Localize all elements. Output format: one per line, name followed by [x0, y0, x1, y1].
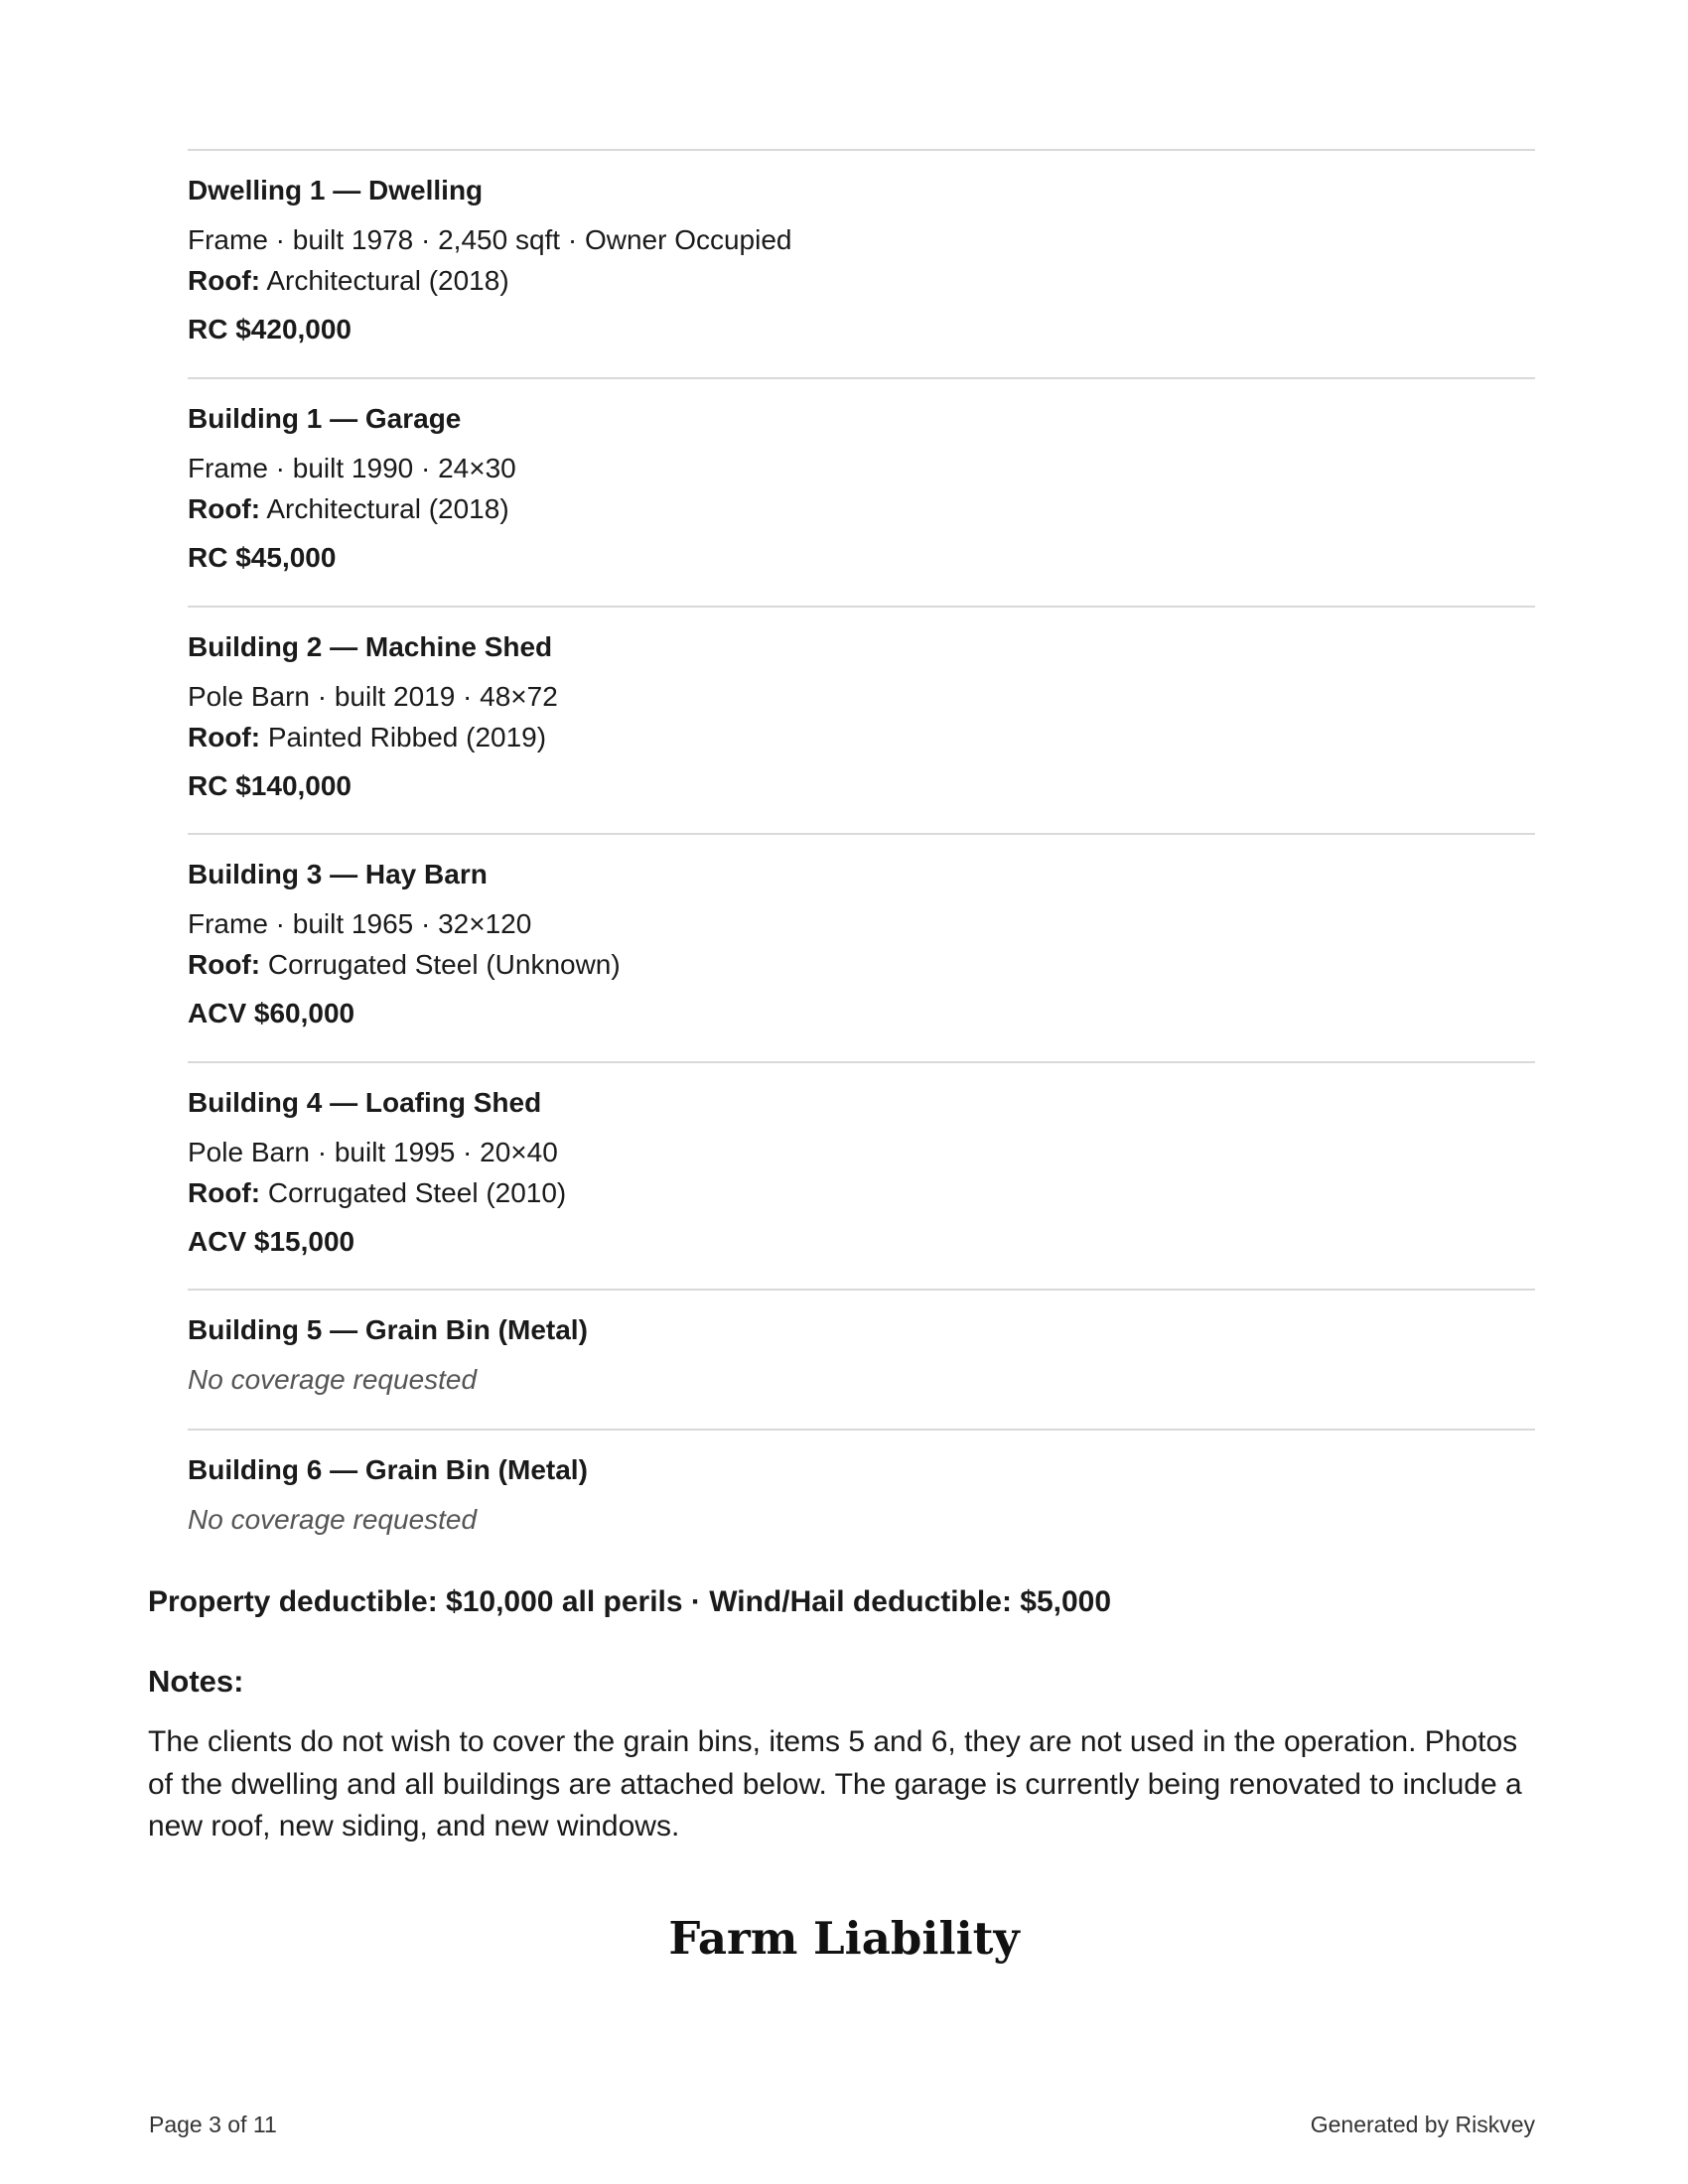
building-value: ACV $60,000: [188, 998, 355, 1028]
building-title: Building 3 — Hay Barn: [188, 859, 488, 889]
building-value: RC $140,000: [188, 770, 352, 801]
roof-value: Corrugated Steel (2010): [267, 1177, 567, 1208]
building-roof: [188, 717, 1535, 758]
building-specs: Frame · built 1978 · 2,450 sqft · Owner Occupied: [188, 224, 792, 255]
building-roof: [188, 1172, 1535, 1214]
generated-by: Generated by Riskvey: [1310, 2112, 1535, 2137]
building-title: Building 6 — Grain Bin (Metal): [188, 1454, 588, 1485]
roof-label: Roof:: [188, 949, 261, 980]
roof-label: Roof:: [188, 722, 261, 752]
building-roof: [188, 260, 1535, 302]
roof-value: Architectural (2018): [266, 493, 509, 524]
building-specs: Frame · built 1990 · 24×30: [188, 453, 516, 483]
building-item-building-6: [188, 1429, 1535, 1569]
building-item-building-5: [188, 1289, 1535, 1429]
roof-value: Corrugated Steel (Unknown): [267, 949, 621, 980]
building-item-dwelling-1: [188, 149, 1535, 377]
roof-value: Architectural (2018): [266, 265, 509, 296]
roof-value: Painted Ribbed (2019): [267, 722, 547, 752]
building-title: Building 1 — Garage: [188, 403, 462, 434]
building-specs: Pole Barn · built 1995 · 20×40: [188, 1137, 558, 1167]
page-number: Page 3 of 11: [149, 2112, 277, 2137]
roof-label: Roof:: [188, 1177, 261, 1208]
building-item-building-2: [188, 606, 1535, 833]
roof-label: Roof:: [188, 265, 261, 296]
building-title: Building 5 — Grain Bin (Metal): [188, 1314, 588, 1345]
building-item-building-1: [188, 377, 1535, 606]
notes-label: Notes:: [148, 1664, 244, 1699]
deductible-summary: Property deductible: $10,000 all perils · Wind/Hail deductible: $5,000: [148, 1585, 1112, 1618]
no-coverage-note: No coverage requested: [188, 1364, 478, 1395]
building-value: RC $420,000: [188, 314, 352, 344]
no-coverage-note: No coverage requested: [188, 1504, 478, 1535]
building-value: RC $45,000: [188, 542, 337, 573]
section-heading: Farm Liability: [668, 1912, 1020, 1965]
building-roof: [188, 944, 1535, 986]
building-specs: Frame · built 1965 · 32×120: [188, 908, 532, 939]
building-title: Building 4 — Loafing Shed: [188, 1087, 542, 1118]
building-list: [188, 149, 1535, 1569]
building-item-building-4: [188, 1061, 1535, 1289]
building-item-building-3: [188, 833, 1535, 1061]
building-specs: Pole Barn · built 2019 · 48×72: [188, 681, 558, 712]
notes-text: The clients do not wish to cover the grain bins, items 5 and 6, they are not used in the operation. Photos of the dwelling and all buildings are attached below. The garage is currently being renovated to include a new roof, new siding, and new windows.: [148, 1725, 1522, 1843]
building-value: ACV $15,000: [188, 1226, 355, 1257]
building-title: Building 2 — Machine Shed: [188, 631, 553, 662]
building-title: Dwelling 1 — Dwelling: [188, 175, 484, 205]
building-roof: [188, 488, 1535, 530]
roof-label: Roof:: [188, 493, 261, 524]
